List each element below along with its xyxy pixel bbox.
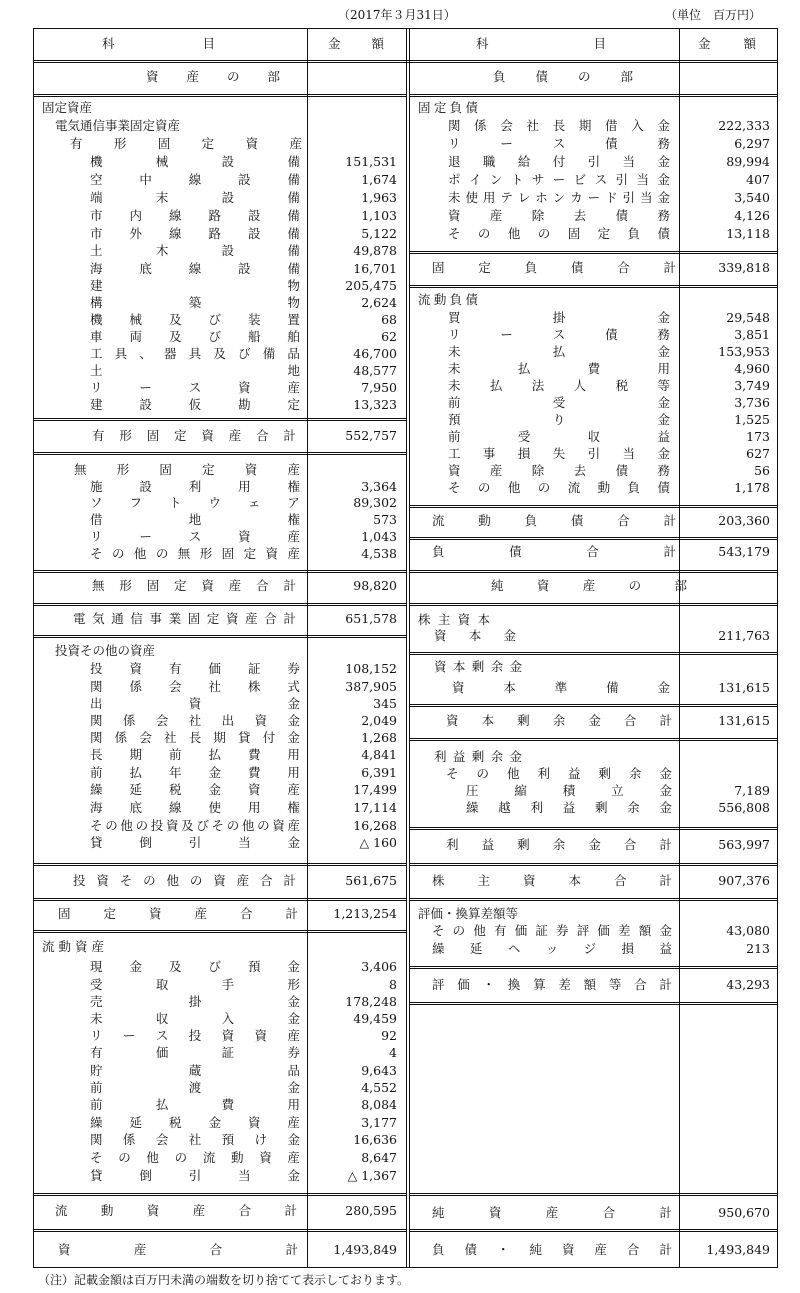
amount-cell: 9,643	[361, 1063, 397, 1078]
left-row-label: 市 内 線 路 設 備	[90, 208, 300, 223]
amount-cell: 6,391	[361, 765, 397, 780]
amount-cell: 153,953	[718, 344, 770, 359]
right-row-label: 純 資 産 合 計	[432, 1205, 672, 1220]
left-row-label: 電気通信事業固定資産	[55, 118, 181, 133]
amount-cell: 29,548	[726, 310, 770, 325]
section-title-liabilities: 負 債 の 部	[493, 69, 633, 84]
right-row-label: 圧 縮 積 立 金	[466, 783, 672, 798]
left-row-label: 繰 延 税 金 資 産	[90, 1115, 300, 1130]
left-row-label: 貯 蔵 品	[90, 1063, 300, 1078]
amount-cell: 46,700	[353, 346, 397, 361]
double-rule	[410, 603, 778, 606]
left-row-label: 出 資 金	[90, 696, 300, 711]
amount-cell: 563,997	[718, 837, 770, 852]
left-row-label: 固 定 資 産	[42, 100, 93, 115]
right-row-label: 未 払 費 用	[448, 361, 670, 376]
amount-cell: 205,475	[345, 278, 397, 293]
right-row-label: 株 主 資 本	[418, 612, 490, 627]
amount-cell: 4,126	[734, 208, 770, 223]
right-row-label: 負 債 ・ 純 資 産 合 計	[432, 1242, 672, 1257]
unit-label: （単位 百万円）	[665, 8, 762, 22]
amount-cell: 43,080	[726, 923, 770, 938]
left-row-label: 端 末 設 備	[90, 190, 300, 205]
section-title-net-assets: 純 資 産 の 部	[491, 578, 687, 593]
amount-cell: 4,538	[361, 546, 397, 561]
left-row-label: 土 地	[90, 363, 300, 378]
amount-cell: 552,757	[345, 428, 397, 443]
left-row-label: 施 設 利 用 権	[90, 479, 300, 494]
double-rule	[410, 505, 778, 508]
right-row-label: 評価・換算差額等	[418, 906, 519, 921]
right-row-label: 買 掛 金	[448, 310, 670, 325]
amount-cell: 16,636	[353, 1132, 397, 1147]
amount-cell: 98,820	[353, 578, 397, 593]
right-row-label: 資 本 金	[434, 628, 516, 643]
right-row-label: 評 価 ・ 換 算 差 額 等 合 計	[432, 977, 672, 992]
right-amount-column-line	[679, 28, 680, 1268]
amount-cell: 89,994	[726, 154, 770, 169]
amount-cell: 13,118	[726, 226, 770, 241]
amount-cell: 211,763	[718, 628, 770, 643]
amount-cell: 48,577	[353, 363, 397, 378]
amount-cell: 2,624	[361, 295, 397, 310]
amount-cell: 131,615	[718, 680, 770, 695]
left-row-label: 市 外 線 路 設 備	[90, 226, 300, 241]
amount-cell: 5,122	[361, 226, 397, 241]
right-row-label: 流 動 負 債	[418, 292, 478, 307]
left-row-label: 海 底 線 設 備	[90, 261, 300, 276]
amount-cell: 222,333	[718, 118, 770, 133]
amount-cell: 89,302	[353, 495, 397, 510]
double-rule	[33, 930, 406, 933]
amount-cell: 3,736	[734, 395, 770, 410]
right-row-label: そ の 他 利 益 剰 余 金	[446, 766, 672, 781]
amount-cell: 4,841	[361, 747, 397, 762]
right-row-label: 退 職 給 付 引 当 金	[448, 154, 670, 169]
section-title-assets: 資 産 の 部	[146, 69, 280, 84]
amount-cell: 16,268	[353, 818, 397, 833]
left-row-label: 海 底 線 使 用 権	[90, 800, 300, 815]
left-row-label: リ ー ス 投 資 資 産	[90, 1028, 300, 1043]
left-row-label: 車 両 及 び 船 舶	[90, 329, 300, 344]
left-row-label: 関 係 会 社 預 け 金	[90, 1132, 300, 1147]
left-row-label: 電 気 通 信 事 業 固 定 資 産 合 計	[73, 611, 296, 626]
amount-cell: 1,525	[734, 412, 770, 427]
double-rule	[410, 827, 778, 830]
amount-cell: 4,552	[361, 1080, 397, 1095]
left-row-label: 前 払 費 用	[90, 1097, 300, 1112]
amount-cell: 131,615	[718, 713, 770, 728]
left-row-label: リ ー ス 資 産	[90, 380, 300, 395]
right-row-label: 未 払 法 人 税 等	[448, 378, 670, 393]
column-header-amount: 金 額	[698, 36, 756, 51]
right-row-label: 固 定 負 債 合 計	[432, 260, 676, 275]
amount-cell: 49,459	[353, 1011, 397, 1026]
right-row-label: そ の 他 の 流 動 負 債	[448, 480, 670, 495]
amount-cell: 108,152	[345, 661, 397, 676]
double-rule	[33, 863, 406, 866]
left-row-label: 売 掛 金	[90, 994, 300, 1009]
double-rule	[410, 898, 778, 901]
amount-cell: 43,293	[726, 977, 770, 992]
amount-cell: 49,878	[353, 243, 397, 258]
left-row-label: 有 形 固 定 資 産 合 計	[92, 428, 296, 443]
left-row-label: 前 払 年 金 費 用	[90, 765, 300, 780]
amount-cell: 573	[373, 512, 397, 527]
amount-cell: 907,376	[718, 873, 770, 888]
amount-cell: 17,114	[353, 800, 397, 815]
right-row-label: 前 受 金	[448, 395, 670, 410]
right-row-label: そ の 他 の 固 定 負 債	[448, 226, 670, 241]
double-rule	[410, 966, 778, 969]
left-row-label: そ の 他 の 無 形 固 定 資 産	[90, 546, 300, 561]
left-row-label: 貸 倒 引 当 金	[90, 1168, 300, 1183]
right-row-label: 資 産 除 去 債 務	[448, 208, 670, 223]
left-row-label: 関 係 会 社 株 式	[90, 679, 300, 694]
amount-cell: 1,493,849	[706, 1242, 770, 1257]
left-row-label: 有 価 証 券	[90, 1045, 300, 1060]
double-rule	[33, 60, 778, 63]
left-row-label: 流 動 資 産 合 計	[55, 1203, 297, 1218]
left-row-label: 借 地 権	[90, 512, 300, 527]
right-row-label: 負 債 合 計	[432, 544, 676, 559]
right-row-label: 流 動 負 債 合 計	[432, 513, 676, 528]
amount-cell: 1,963	[361, 190, 397, 205]
double-rule	[33, 1229, 406, 1232]
right-row-label: 前 受 収 益	[448, 429, 670, 444]
amount-cell: 13,323	[353, 397, 397, 412]
amount-cell: 4	[389, 1045, 397, 1060]
left-row-label: そ の 他 の 流 動 資 産	[90, 1150, 300, 1165]
amount-cell: 1,268	[361, 730, 397, 745]
amount-cell: 1,674	[361, 172, 397, 187]
amount-cell: 7,950	[361, 380, 397, 395]
amount-cell: 3,851	[734, 327, 770, 342]
double-rule	[410, 652, 778, 655]
left-row-label: 工 具 、 器 具 及 び 備 品	[90, 346, 300, 361]
right-row-label: 利 益 剰 余 金 合 計	[446, 837, 672, 852]
left-row-label: 貸 倒 引 当 金	[90, 835, 300, 850]
left-row-label: 機 械 設 備	[90, 154, 300, 169]
amount-cell: 345	[373, 696, 397, 711]
amount-cell: 8,084	[361, 1097, 397, 1112]
amount-cell: 178,248	[345, 994, 397, 1009]
double-rule	[33, 635, 406, 638]
amount-cell: △ 160	[359, 835, 397, 850]
amount-cell: 407	[746, 172, 770, 187]
amount-cell: 6,297	[734, 136, 770, 151]
double-rule	[33, 570, 406, 573]
amount-cell: 651,578	[345, 611, 397, 626]
left-amount-column-line	[307, 28, 308, 1268]
double-rule	[410, 537, 778, 540]
amount-cell: 1,178	[734, 480, 770, 495]
right-row-label: 預 り 金	[448, 412, 670, 427]
left-row-label: 投 資 有 価 証 券	[90, 661, 300, 676]
amount-cell: 3,177	[361, 1115, 397, 1130]
double-rule	[33, 452, 406, 455]
left-row-label: ソ フ ト ウ ェ ア	[90, 495, 300, 510]
amount-cell: 280,595	[345, 1203, 397, 1218]
amount-cell: 56	[754, 463, 770, 478]
column-header-subject: 科 目	[476, 36, 606, 51]
left-row-label: 無 形 固 定 資 産	[74, 462, 300, 477]
amount-cell: 3,406	[361, 959, 397, 974]
left-row-label: 有 形 固 定 資 産	[70, 136, 302, 151]
left-row-label: 現 金 及 び 預 金	[90, 959, 300, 974]
right-row-label: 未 払 金	[448, 344, 670, 359]
amount-cell: 173	[746, 429, 770, 444]
amount-cell: 543,179	[718, 544, 770, 559]
left-row-label: 未 収 入 金	[90, 1011, 300, 1026]
amount-cell: 151,531	[345, 154, 397, 169]
center-divider	[406, 28, 410, 1268]
double-rule	[410, 94, 778, 97]
amount-cell: 4,960	[734, 361, 770, 376]
footnote: （注）記載金額は百万円未満の端数を切り捨てて表示しております。	[38, 1273, 410, 1287]
double-rule	[33, 1193, 406, 1196]
amount-cell: 339,818	[718, 260, 770, 275]
left-row-label: 関 係 会 社 長 期 貸 付 金	[90, 730, 300, 745]
left-row-label: 空 中 線 設 備	[90, 172, 300, 187]
right-row-label: 繰 越 利 益 剰 余 金	[466, 800, 672, 815]
amount-cell: 203,360	[718, 513, 770, 528]
amount-cell: 8	[389, 977, 397, 992]
left-row-label: 資 産 合 計	[58, 1242, 298, 1257]
amount-cell: 7,189	[734, 783, 770, 798]
amount-cell: 1,493,849	[333, 1242, 397, 1257]
double-rule	[410, 704, 778, 707]
left-row-label: 構 築 物	[90, 295, 300, 310]
left-row-label: 投 資 そ の 他 の 資 産 合 計	[73, 873, 296, 888]
amount-cell: 92	[381, 1028, 397, 1043]
double-rule	[410, 863, 778, 866]
left-row-label: 無 形 固 定 資 産 合 計	[92, 578, 296, 593]
amount-cell: 556,808	[718, 800, 770, 815]
right-row-label: 繰 延 ヘ ッ ジ 損 益	[432, 941, 672, 956]
amount-cell: 3,749	[734, 378, 770, 393]
amount-cell: 62	[381, 329, 397, 344]
right-row-label: 資 本 剰 余 金	[434, 659, 522, 674]
double-rule	[410, 1229, 778, 1232]
double-rule	[33, 603, 406, 606]
right-row-label: 資 本 剰 余 金 合 計	[446, 713, 672, 728]
double-rule	[410, 251, 778, 254]
right-row-label: 資 本 準 備 金	[452, 680, 670, 695]
amount-cell: 627	[746, 446, 770, 461]
right-row-label: 工 事 損 失 引 当 金	[448, 446, 670, 461]
amount-cell: 1,213,254	[333, 906, 397, 921]
left-row-label: 長 期 前 払 費 用	[90, 747, 300, 762]
left-row-label: 建 設 仮 勘 定	[90, 397, 300, 412]
right-row-label: リ ー ス 債 務	[448, 327, 670, 342]
amount-cell: 2,049	[361, 713, 397, 728]
right-row-label: 利 益 剰 余 金	[434, 749, 522, 764]
right-row-label: 固 定 負 債	[418, 100, 478, 115]
double-rule	[410, 738, 778, 741]
amount-cell: 387,905	[345, 679, 397, 694]
double-rule	[33, 898, 406, 901]
double-rule	[33, 94, 406, 97]
amount-cell: 8,647	[361, 1150, 397, 1165]
double-rule	[410, 570, 778, 573]
amount-cell: 1,043	[361, 529, 397, 544]
left-row-label: 投資その他の資産	[55, 643, 156, 658]
left-row-label: 繰 延 税 金 資 産	[90, 782, 300, 797]
right-row-label: そ の 他 有 価 証 券 評 価 差 額 金	[432, 923, 672, 938]
right-row-label: 株 主 資 本 合 計	[432, 873, 672, 888]
right-row-label: 資 産 除 去 債 務	[448, 463, 670, 478]
left-row-label: 固 定 資 産 合 計	[58, 906, 298, 921]
right-row-label: 未 使 用 テ レ ホ ン カ ー ド 引 当 金	[448, 190, 670, 205]
left-row-label: 土 木 設 備	[90, 243, 300, 258]
amount-cell: 3,540	[734, 190, 770, 205]
double-rule	[410, 1002, 778, 1005]
right-row-label: リ ー ス 債 務	[448, 136, 670, 151]
left-row-label: リ ー ス 資 産	[90, 529, 300, 544]
double-rule	[410, 285, 778, 288]
amount-cell: 1,103	[361, 208, 397, 223]
amount-cell: 213	[746, 941, 770, 956]
column-header-subject: 科 目	[102, 36, 215, 51]
left-row-label: そ の 他 の 投 資 及 び そ の 他 の 資 産	[90, 818, 300, 833]
left-row-label: 関 係 会 社 出 資 金	[90, 713, 300, 728]
statement-date: （2017年３月31日）	[338, 8, 456, 22]
left-row-label: 前 渡 金	[90, 1080, 300, 1095]
amount-cell: 68	[381, 312, 397, 327]
left-row-label: 流 動 資 産	[42, 939, 104, 954]
left-row-label: 建 物	[90, 278, 300, 293]
double-rule	[33, 418, 406, 421]
right-row-label: ポ イ ン ト サ ー ビ ス 引 当 金	[448, 172, 670, 187]
left-row-label: 受 取 手 形	[90, 977, 300, 992]
amount-cell: 3,364	[361, 479, 397, 494]
amount-cell: 17,499	[353, 782, 397, 797]
amount-cell: 16,701	[353, 261, 397, 276]
column-header-amount: 金 額	[328, 36, 384, 51]
amount-cell: 561,675	[345, 873, 397, 888]
amount-cell: △ 1,367	[347, 1168, 397, 1183]
right-row-label: 関 係 会 社 長 期 借 入 金	[448, 118, 670, 133]
double-rule	[410, 1193, 778, 1196]
amount-cell: 950,670	[718, 1205, 770, 1220]
left-row-label: 機 械 及 び 装 置	[90, 312, 300, 327]
